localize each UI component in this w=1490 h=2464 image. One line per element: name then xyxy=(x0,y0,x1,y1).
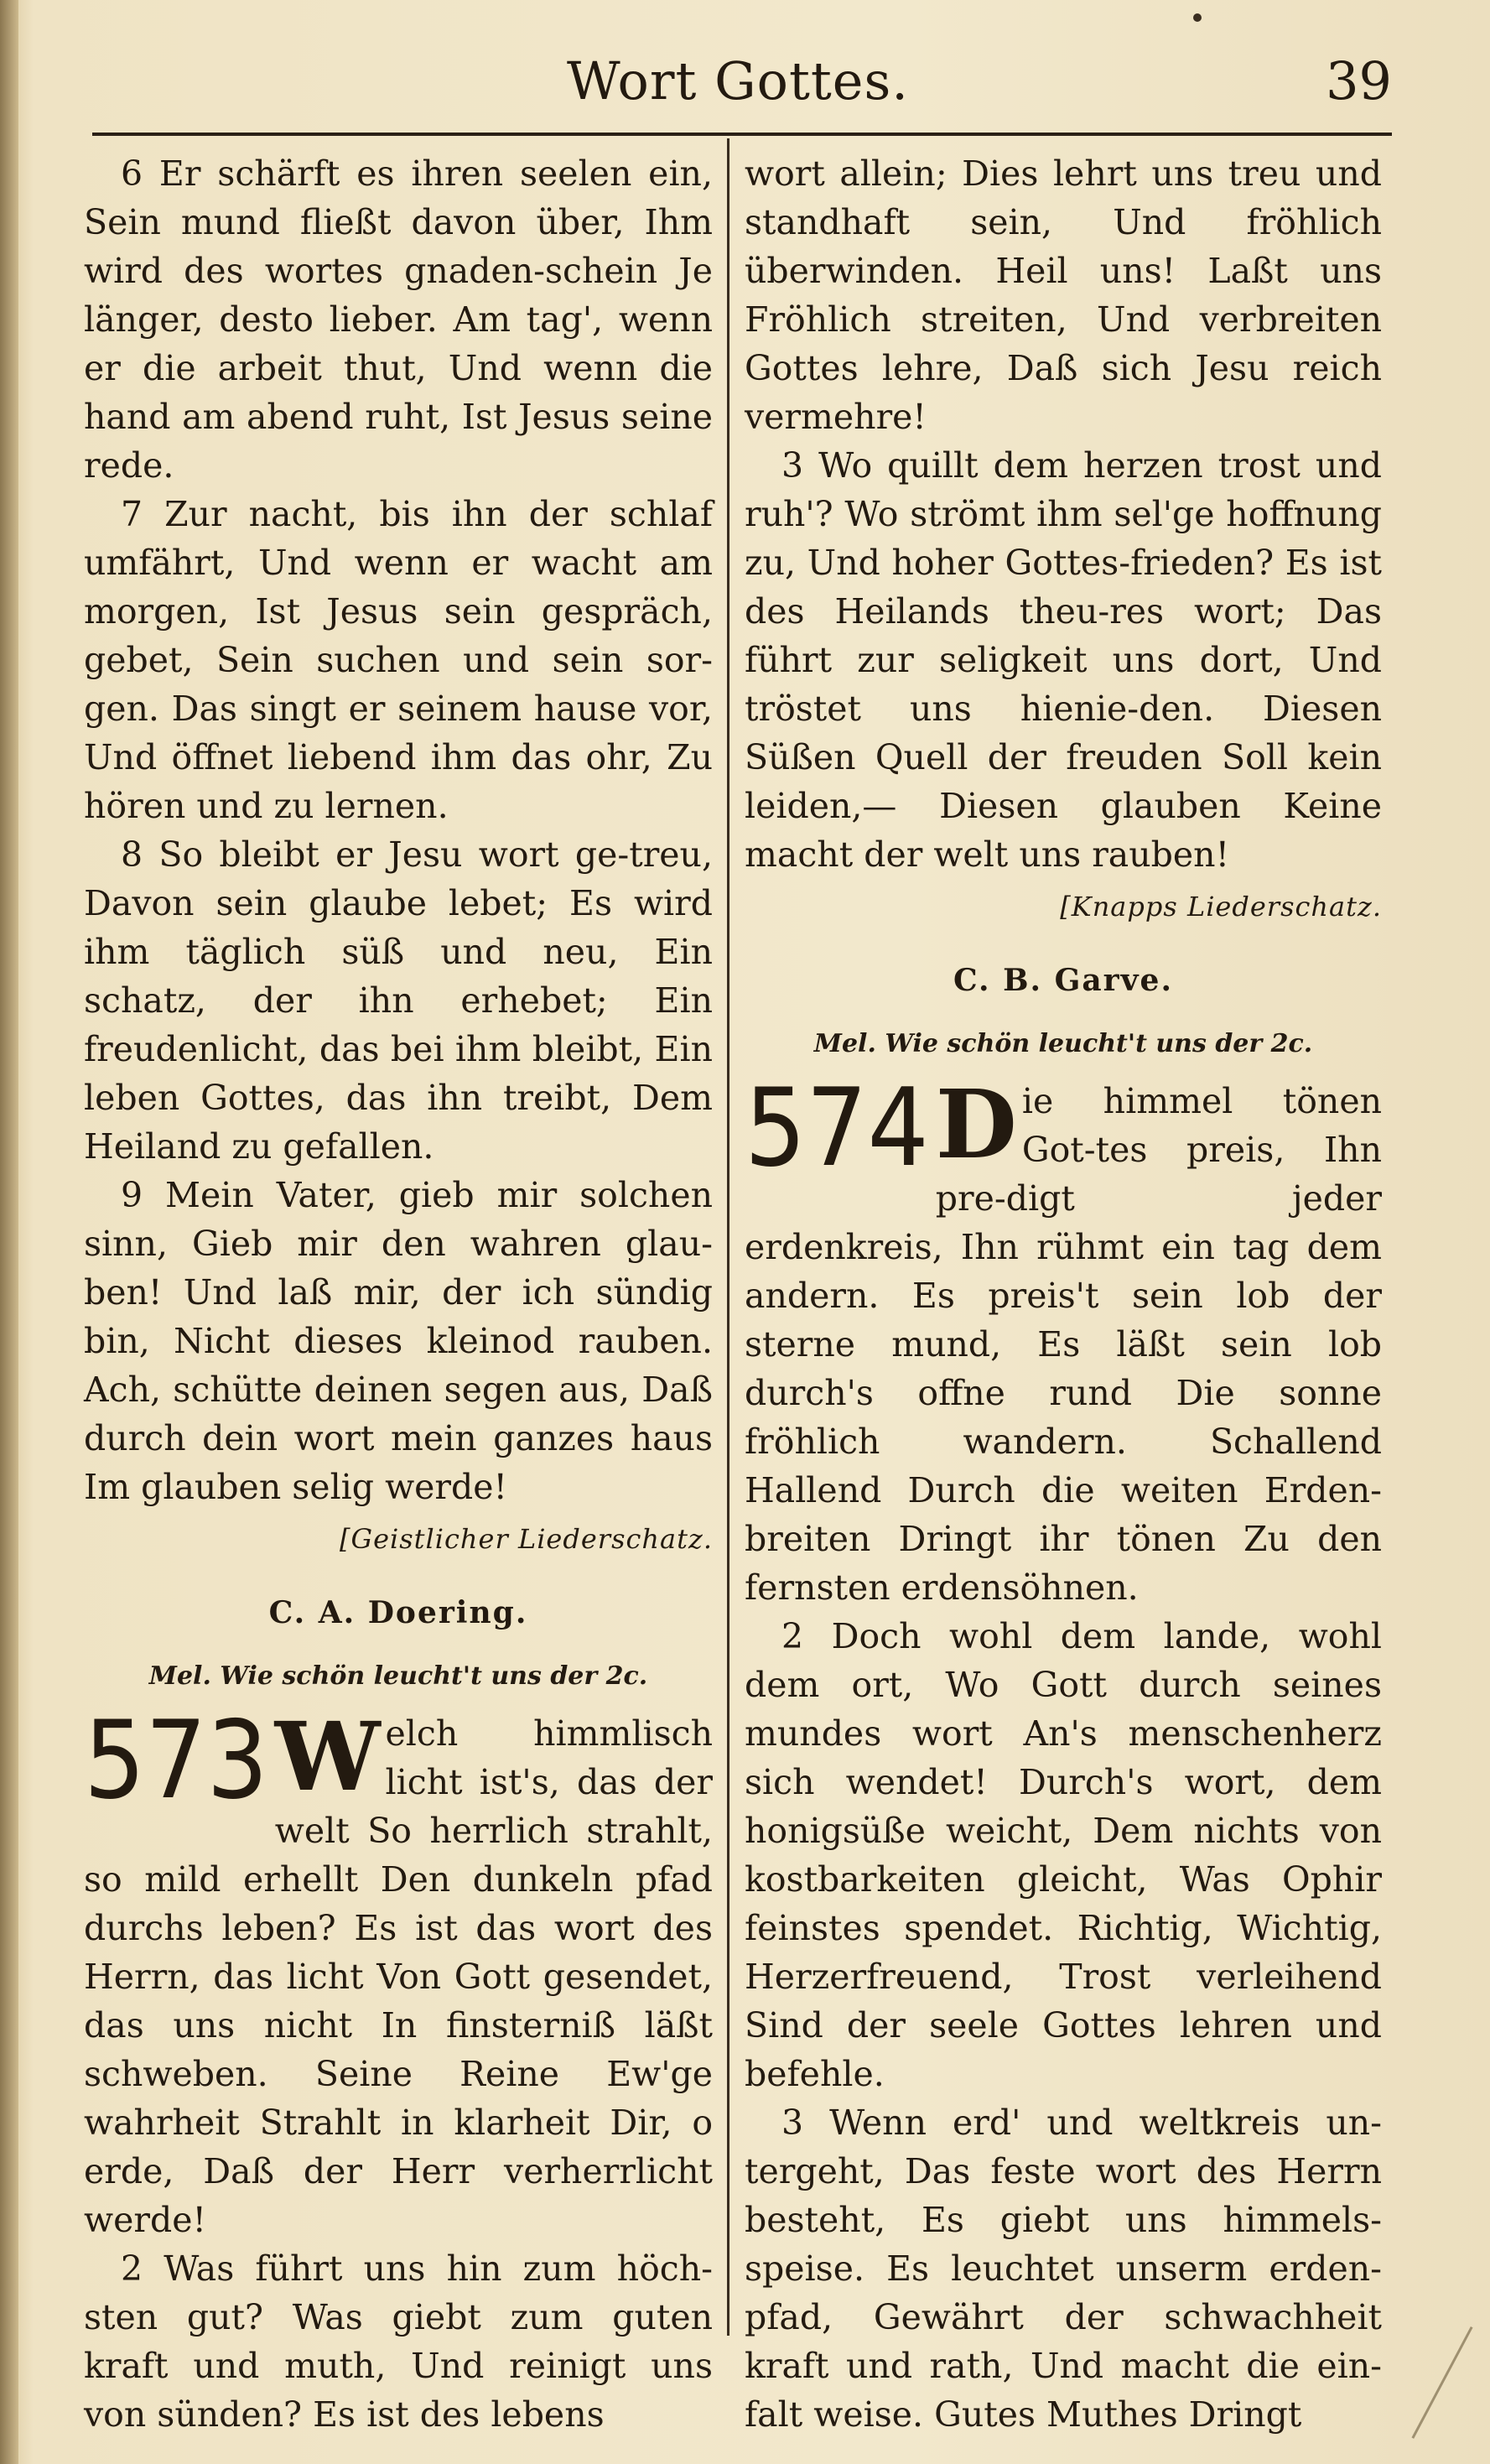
left-column xyxy=(84,149,713,2439)
hymn-574-verse-1 xyxy=(745,1066,1382,1612)
hymn-author: C. A. Doering. xyxy=(268,1595,528,1630)
hymn-574-verse-1-text: ie himmel tönen Got-tes preis, Ihn pre-digt jeder erdenkreis, Ihn rühmt ein tag dem andern. Es preis't sein lob der sterne mund, Es läßt sein lob durch's offne rund Die sonne fröhlich wandern. Schallend Hallend Durch die weiten Erden-breiten Dringt ihr tönen Zu den fernsten erdensöhnen. xyxy=(745,1081,1382,1608)
page-number: 39 xyxy=(1326,50,1392,112)
hymn-574-verse-3: 3 Wenn erd' und weltkreis un-tergeht, Das feste wort des Herrn besteht, Es giebt uns himmels-speise. Es leuchtet unserm erden-pfad, Gewährt der schwachheit kraft und rath, Und macht die ein-falt weise. Gutes Muthes Dringt xyxy=(745,2103,1382,2435)
melody-note: Mel. Wie schön leucht't uns der 2c. xyxy=(148,1661,648,1691)
running-title: Wort Gottes. xyxy=(566,50,909,112)
source-attribution: [Knapps Liederschatz. xyxy=(1060,891,1382,923)
book-spine-shadow xyxy=(0,0,18,2464)
verse-6: 6 Er schärft es ihren seelen ein, Sein mund fließt davon über, Ihm wird des wortes gnaden-schein Je länger, desto lieber. Am tag', wenn er die arbeit thut, Und wenn die hand am abend ruht, Ist Jesus seine rede. xyxy=(84,153,713,486)
source-attribution: [Geistlicher Liederschatz. xyxy=(340,1523,713,1555)
hymn-573-verse-1-text: elch himmlisch licht ist's, das der welt So herrlich strahlt, so mild erhellt Den dunkeln pfad durchs leben? Es ist das wort des Herrn, das licht Von Gott gesendet, das uns nicht In finsterniß läßt schweben. Seine Reine Ew'ge wahrheit Strahlt in klarheit Dir, o erde, Daß der Herr verherrlicht werde! xyxy=(84,1713,713,2240)
verse-continued: wort allein; Dies lehrt uns treu und standhaft sein, Und fröhlich überwinden. Heil uns! Laßt uns Fröhlich streiten, Und verbreiten Gottes lehre, Daß sich Jesu reich vermehre! xyxy=(745,153,1382,437)
verse-3: 3 Wo quillt dem herzen trost und ruh'? Wo strömt ihm sel'ge hoffnung zu, Und hoher Gottes-frieden? Es ist des Heilands theu-res wort; Das führt zur seligkeit uns dort, Und tröstet uns hienie-den. Diesen Süßen Quell der freuden Soll kein leiden,— Diesen glauben Keine macht der welt uns rauben! xyxy=(745,445,1382,875)
verse-8: 8 So bleibt er Jesu wort ge-treu, Davon sein glaube lebet; Es wird ihm täglich süß und neu, Ein schatz, der ihn erhebet; Ein freudenlicht, das bei ihm bleibt, Ein leben Gottes, das ihn treibt, Dem Heiland zu gefallen. xyxy=(84,834,713,1167)
verse-7: 7 Zur nacht, bis ihn der schlaf umfährt, Und wenn er wacht am morgen, Ist Jesus sein gespräch, gebet, Sein suchen und sein sor-gen. Das singt er seinem hause vor, Und öffnet liebend ihm das ohr, Zu hören und zu lernen. xyxy=(84,494,713,826)
drop-cap: D xyxy=(935,1070,1017,1180)
hymn-574-verse-2: 2 Doch wohl dem lande, wohl dem ort, Wo Gott durch seines mundes wort An's menschenherz sich wendet! Durch's wort, dem honigsüße weicht, Dem nichts von kostbarkeiten gleicht, Was Ophir feinstes spendet. Richtig, Wichtig, Herzerfreuend, Trost verleihend Sind der seele Gottes lehren und befehle. xyxy=(745,1616,1382,2094)
melody-note: Mel. Wie schön leucht't uns der 2c. xyxy=(813,1029,1313,1058)
drop-cap: W xyxy=(274,1702,381,1812)
hymn-573-verse-1 xyxy=(84,1698,713,2244)
header-rule xyxy=(92,133,1392,136)
ink-speck xyxy=(1193,13,1202,22)
verse-9: 9 Mein Vater, gieb mir solchen sinn, Gieb mir den wahren glau-ben! Und laß mir, der ich sündig bin, Nicht dieses kleinod rauben. Ach, schütte deinen segen aus, Daß durch dein wort mein ganzes haus Im glauben selig werde! xyxy=(84,1175,713,1507)
hymn-number: 573 xyxy=(84,1698,268,1823)
hymn-number: 574 xyxy=(745,1066,929,1191)
column-divider xyxy=(727,138,729,2336)
page-header xyxy=(84,50,1392,117)
hymn-author: C. B. Garve. xyxy=(953,963,1173,998)
right-column xyxy=(745,149,1382,2439)
hymn-573-verse-2: 2 Was führt uns hin zum höch-sten gut? Was giebt zum guten kraft und muth, Und reinigt uns von sünden? Es ist des lebens xyxy=(84,2248,713,2435)
page-corner-mark xyxy=(1411,2326,1490,2462)
